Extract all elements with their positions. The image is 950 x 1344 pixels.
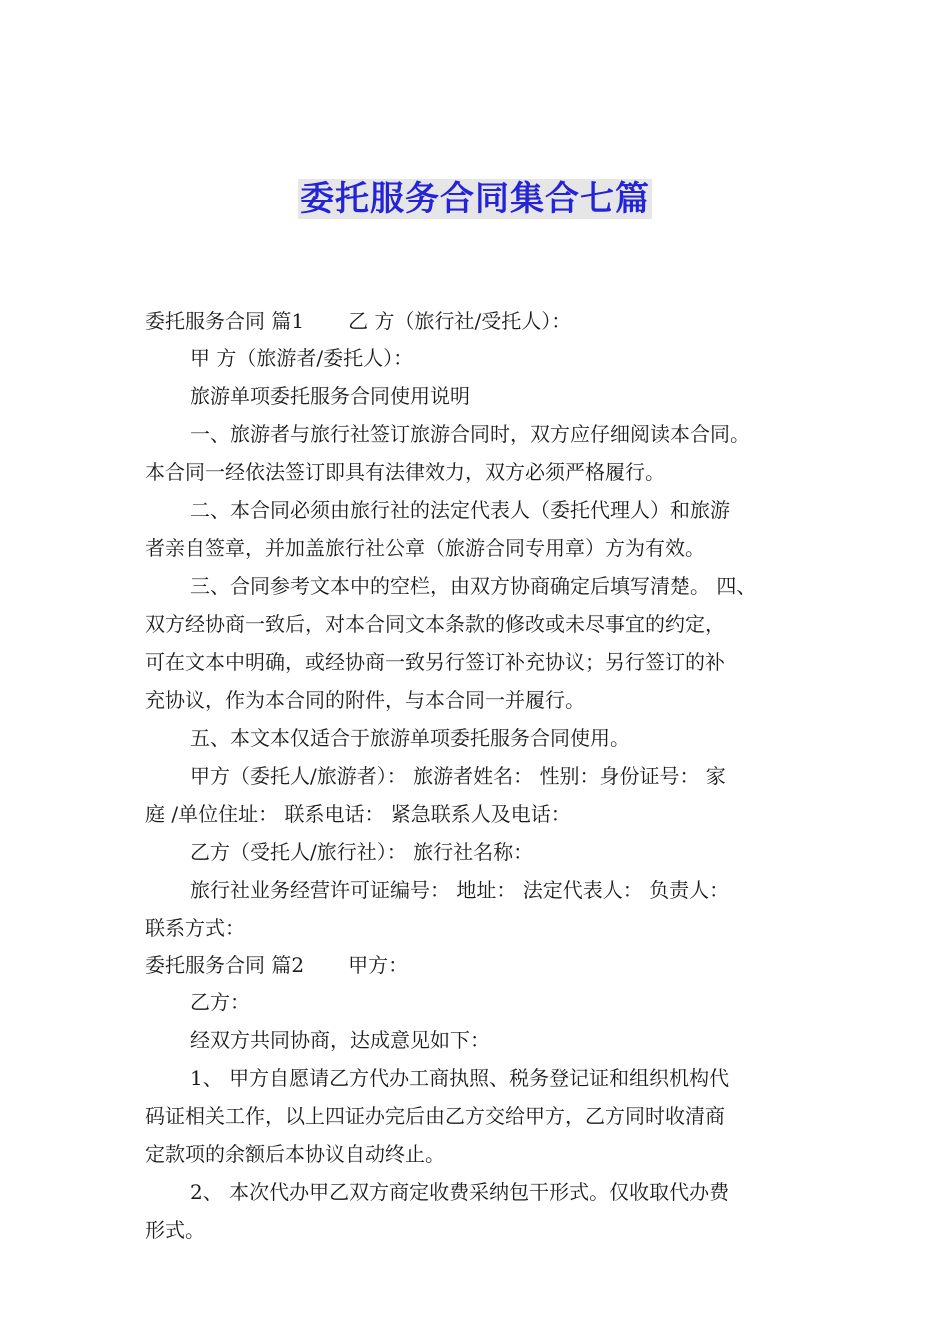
paragraph-line: 码证相关工作，以上四证办完后由乙方交给甲方，乙方同时收清商 — [145, 1104, 725, 1128]
paragraph-line: 二、本合同必须由旅行社的法定代表人（委托代理人）和旅游 — [190, 498, 730, 522]
section-heading-label: 委托服务合同 篇2 — [145, 953, 305, 977]
paragraph-line: 五、本文本仅适合于旅游单项委托服务合同使用。 — [190, 726, 630, 750]
section-heading-tail: 甲方： — [348, 953, 409, 977]
paragraph-line: 经双方共同协商，达成意见如下： — [190, 1028, 490, 1052]
paragraph-line: 定款项的余额后本协议自动终止。 — [145, 1142, 445, 1166]
paragraph-line: 者亲自签章，并加盖旅行社公章（旅游合同专用章）方为有效。 — [145, 536, 705, 560]
paragraph-line: 三、合同参考文本中的空栏，由双方协商确定后填写清楚。 四、 — [190, 574, 757, 598]
paragraph-line: 联系方式： — [145, 916, 245, 940]
paragraph-line: 甲 方（旅游者/委托人）： — [190, 346, 414, 370]
paragraph-line: 乙方： — [190, 990, 250, 1014]
paragraph-line: 甲方（委托人/旅游者）： 旅游者姓名： 性别：身份证号： 家 — [190, 764, 726, 788]
document-title-text: 委托服务合同集合七篇 — [300, 179, 650, 219]
paragraph-line: 旅游单项委托服务合同使用说明 — [190, 384, 470, 408]
document-title — [0, 172, 950, 226]
section-heading-label: 委托服务合同 篇1 — [145, 309, 305, 333]
paragraph-line: 庭 /单位住址： 联系电话： 紧急联系人及电话： — [145, 802, 571, 826]
paragraph-line: 形式。 — [145, 1218, 205, 1242]
paragraph-line: 旅行社业务经营许可证编号： 地址： 法定代表人： 负责人： — [190, 878, 730, 902]
paragraph-line: 充协议，作为本合同的附件，与本合同一并履行。 — [145, 688, 585, 712]
paragraph-line: 1、 甲方自愿请乙方代办工商执照、税务登记证和组织机构代 — [190, 1066, 730, 1090]
section-heading-2 — [145, 947, 810, 983]
paragraph-line: 乙方（受托人/旅行社）： 旅行社名称： — [190, 840, 534, 864]
section-heading-tail: 乙 方（旅行社/受托人）： — [348, 309, 572, 333]
section-heading-1 — [145, 303, 810, 339]
document-body — [145, 303, 810, 1249]
paragraph-line: 一、旅游者与旅行社签订旅游合同时，双方应仔细阅读本合同。 — [190, 422, 750, 446]
paragraph-line: 可在文本中明确，或经协商一致另行签订补充协议；另行签订的补 — [145, 650, 725, 674]
paragraph-line: 本合同一经依法签订即具有法律效力，双方必须严格履行。 — [145, 460, 665, 484]
paragraph-line: 双方经协商一致后，对本合同文本条款的修改或未尽事宜的约定， — [145, 612, 725, 636]
paragraph-line: 2、 本次代办甲乙双方商定收费采纳包干形式。仅收取代办费 — [190, 1180, 730, 1204]
